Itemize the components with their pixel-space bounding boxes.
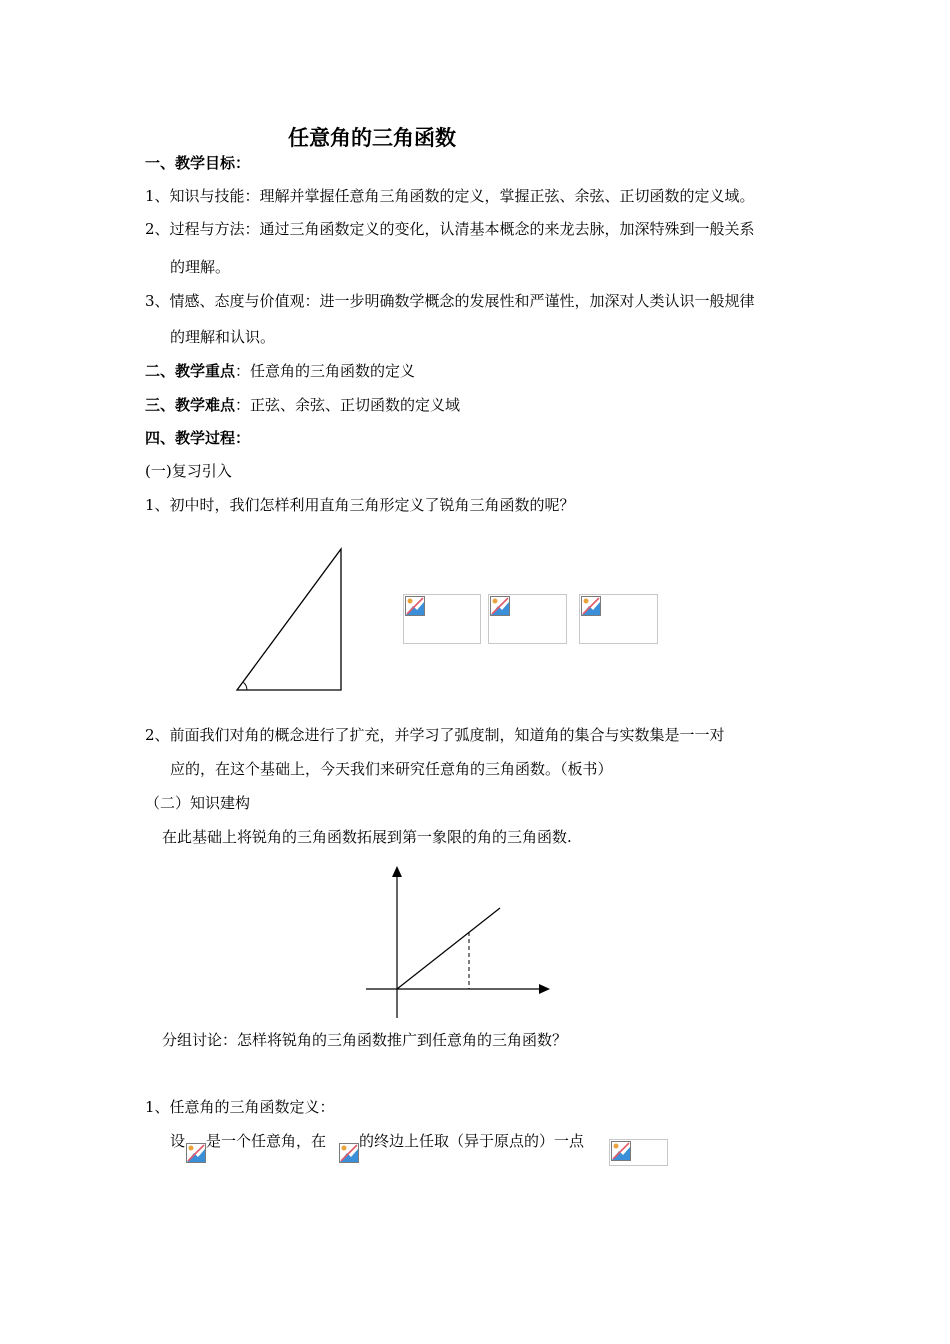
broken-image-icon bbox=[186, 1143, 206, 1163]
right-triangle-figure bbox=[230, 545, 350, 695]
broken-image-icon bbox=[581, 596, 601, 616]
objective-item-2: 2、过程与方法：通过三角函数定义的变化，认清基本概念的来龙去脉，加深特殊到一般关系 bbox=[145, 220, 755, 238]
difficulty-line bbox=[145, 395, 460, 415]
difficulty-text: ：正弦、余弦、正切函数的定义域 bbox=[235, 396, 461, 414]
triangle-shape bbox=[237, 549, 341, 690]
review-question-2-cont: 应的，在这个基础上，今天我们来研究任意角的三角函数。（板书） bbox=[170, 760, 613, 778]
broken-image-icon bbox=[339, 1143, 359, 1163]
construction-intro: 在此基础上将锐角的三角函数拓展到第一象限的角的三角函数. bbox=[162, 828, 572, 846]
review-heading: (一)复习引入 bbox=[145, 462, 232, 480]
x-axis-arrow bbox=[539, 984, 550, 994]
objective-item-2-cont: 的理解。 bbox=[170, 258, 231, 276]
construction-heading: （二）知识建构 bbox=[145, 794, 251, 812]
broken-image-icon bbox=[611, 1141, 631, 1161]
objective-item-3-cont: 的理解和认识。 bbox=[170, 328, 276, 346]
page-title: 任意角的三角函数 bbox=[288, 125, 456, 150]
objectives-heading: 一、教学目标： bbox=[145, 154, 251, 172]
image-placeholder bbox=[609, 1139, 668, 1166]
coordinate-axes-figure bbox=[360, 862, 560, 1022]
key-point-text: ：任意角的三角函数的定义 bbox=[235, 362, 416, 380]
image-placeholder bbox=[579, 594, 658, 644]
definition-heading: 1、任意角的三角函数定义： bbox=[145, 1098, 335, 1116]
image-placeholder bbox=[488, 594, 567, 644]
review-question-1: 1、初中时，我们怎样利用直角三角形定义了锐角三角函数的呢？ bbox=[145, 496, 575, 514]
group-discussion: 分组讨论：怎样将锐角的三角函数推广到任意角的三角函数？ bbox=[162, 1031, 568, 1049]
process-heading: 四、教学过程： bbox=[145, 429, 251, 447]
key-point-label: 二、教学重点 bbox=[145, 362, 236, 380]
definition-text-part2: 是一个任意角，在 bbox=[206, 1132, 327, 1150]
image-placeholder bbox=[403, 594, 481, 644]
key-point-line bbox=[145, 361, 415, 381]
definition-text-part3: 的终边上任取（异于原点的）一点 bbox=[359, 1132, 585, 1150]
difficulty-label: 三、教学难点 bbox=[145, 396, 236, 414]
review-question-2: 2、前面我们对角的概念进行了扩充，并学习了弧度制，知道角的集合与实数集是一一对 bbox=[145, 726, 725, 744]
y-axis-arrow bbox=[392, 866, 402, 877]
broken-image-icon bbox=[490, 596, 510, 616]
definition-text-part1: 设 bbox=[170, 1132, 186, 1150]
terminal-ray bbox=[397, 908, 500, 989]
objective-item-3: 3、情感、态度与价值观：进一步明确数学概念的发展性和严谨性，加深对人类认识一般规律 bbox=[145, 292, 755, 310]
angle-arc bbox=[244, 683, 248, 691]
objective-item-1: 1、知识与技能：理解并掌握任意角三角函数的定义，掌握正弦、余弦、正切函数的定义域。 bbox=[145, 187, 755, 205]
broken-image-icon bbox=[405, 596, 425, 616]
